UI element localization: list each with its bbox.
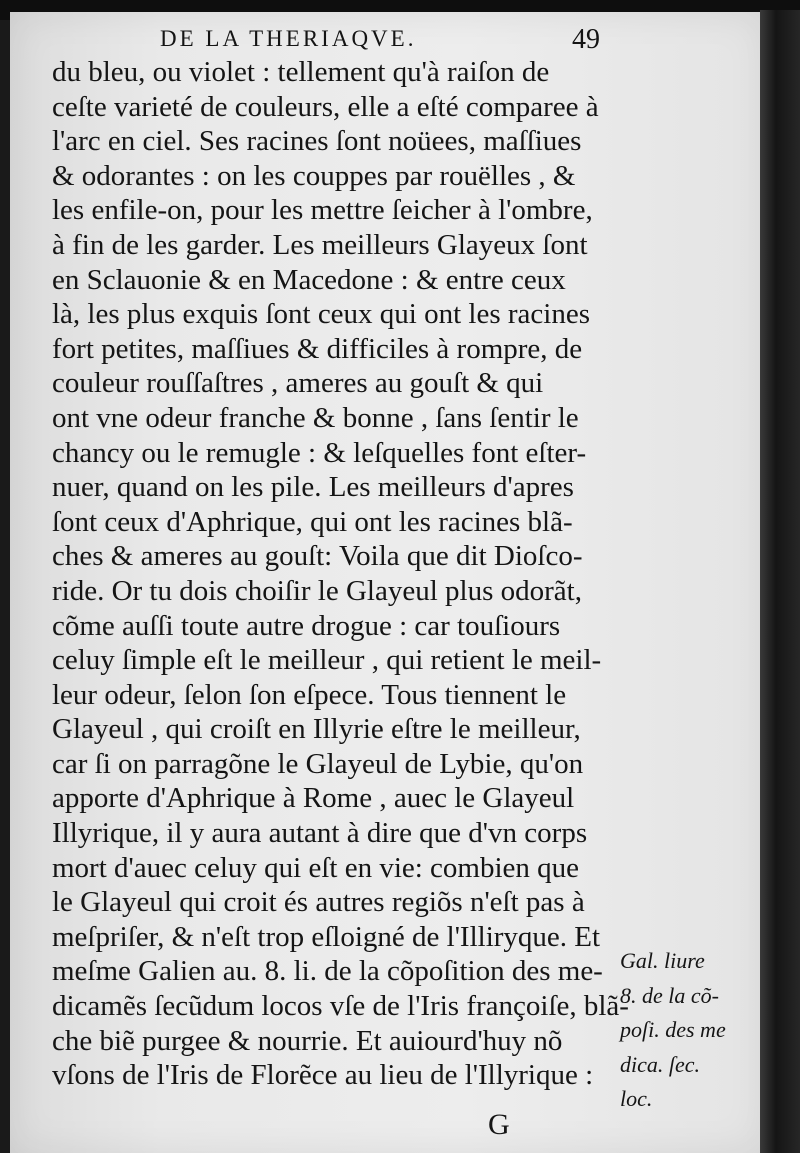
text-line: celuy ſimple eſt le meilleur , qui retient le meil- (52, 644, 602, 677)
text-line: en Sclauonie & en Macedone : & entre ceux (52, 263, 566, 296)
margin-note: Gal. liure (620, 948, 705, 973)
text-line: ont vne odeur franche & bonne , ſans ſentir le (52, 401, 579, 434)
margin-note: loc. (620, 1086, 653, 1112)
text-line: les enfile-on, pour les mettre ſeicher à l'ombre, (52, 194, 593, 227)
text-line: dicamẽs ſecũdum locos vſe de l'Iris françoiſe, blã- (52, 990, 629, 1023)
text-line: mort d'auec celuy qui eſt en vie: combien que (52, 851, 580, 884)
text-line: fort petites, maſſiues & difficiles à rompre, de (52, 332, 583, 365)
text-line: che biẽ purgee & nourrie. Et auiourd'huy nõ (52, 1024, 563, 1057)
text-line: Illyrique, il y aura autant à dire que d'vn corps (52, 817, 588, 850)
text-line: Glayeul , qui croiſt en Illyrie eſtre le meilleur, (52, 713, 581, 746)
text-line: ride. Or tu dois choiſir le Glayeul plus odorãt, (52, 574, 582, 607)
text-line: meſme Galien au. 8. li. de la cõpoſition des me- (52, 955, 603, 988)
page-number: 49 (572, 24, 600, 55)
text-line: ceſte varieté de couleurs, elle a eſté comparee à (52, 90, 599, 123)
text-line: leur odeur, ſelon ſon eſpece. Tous tiennent le (52, 678, 567, 711)
text-line: ches & ameres au gouſt: Voila que dit Dioſco- (52, 540, 583, 573)
text-line: & odorantes : on les couppes par rouëlles , & (52, 159, 576, 192)
margin-note: 8. de la cõ- (620, 982, 719, 1008)
text-line: le Glayeul qui croit és autres regiõs n'eſt pas à (52, 886, 585, 919)
text-line: ſont ceux d'Aphrique, qui ont les racines blã- (52, 505, 573, 538)
text-line: là, les plus exquis ſont ceux qui ont les racines (52, 298, 591, 331)
text-line: car ſi on parragõne le Glayeul de Lybie, qu'on (52, 747, 584, 780)
body-text (52, 55, 632, 1093)
text-line: cõme auſſi toute autre drogue : car touſiours (52, 609, 561, 642)
text-line: du bleu, ou violet : tellement qu'à raiſon de (52, 56, 550, 88)
text-line: nuer, quand on les pile. Les meilleurs d'apres (52, 471, 574, 504)
running-head: DE LA THERIAQVE. (160, 26, 417, 51)
signature-mark: G (488, 1108, 510, 1141)
marginal-notes (620, 944, 770, 1117)
text-line: à fin de les garder. Les meilleurs Glayeux ſont (52, 228, 588, 261)
text-line: couleur rouſſaſtres , ameres au gouſt & qui (52, 367, 544, 400)
text-line: chancy ou le remugle : & leſquelles font eſter- (52, 436, 587, 469)
text-line: meſpriſer, & n'eſt trop eſloigné de l'Illiryque. Et (52, 920, 601, 953)
text-line: l'arc en ciel. Ses racines ſont noüees, maſſiues (52, 125, 582, 158)
margin-note: dica. ſec. (620, 1051, 701, 1077)
margin-note: poſi. des me (620, 1017, 726, 1043)
text-line: vſons de l'Iris de Florẽce au lieu de l'Illyrique : (52, 1059, 594, 1092)
text-line: apporte d'Aphrique à Rome , auec le Glayeul (52, 782, 575, 815)
